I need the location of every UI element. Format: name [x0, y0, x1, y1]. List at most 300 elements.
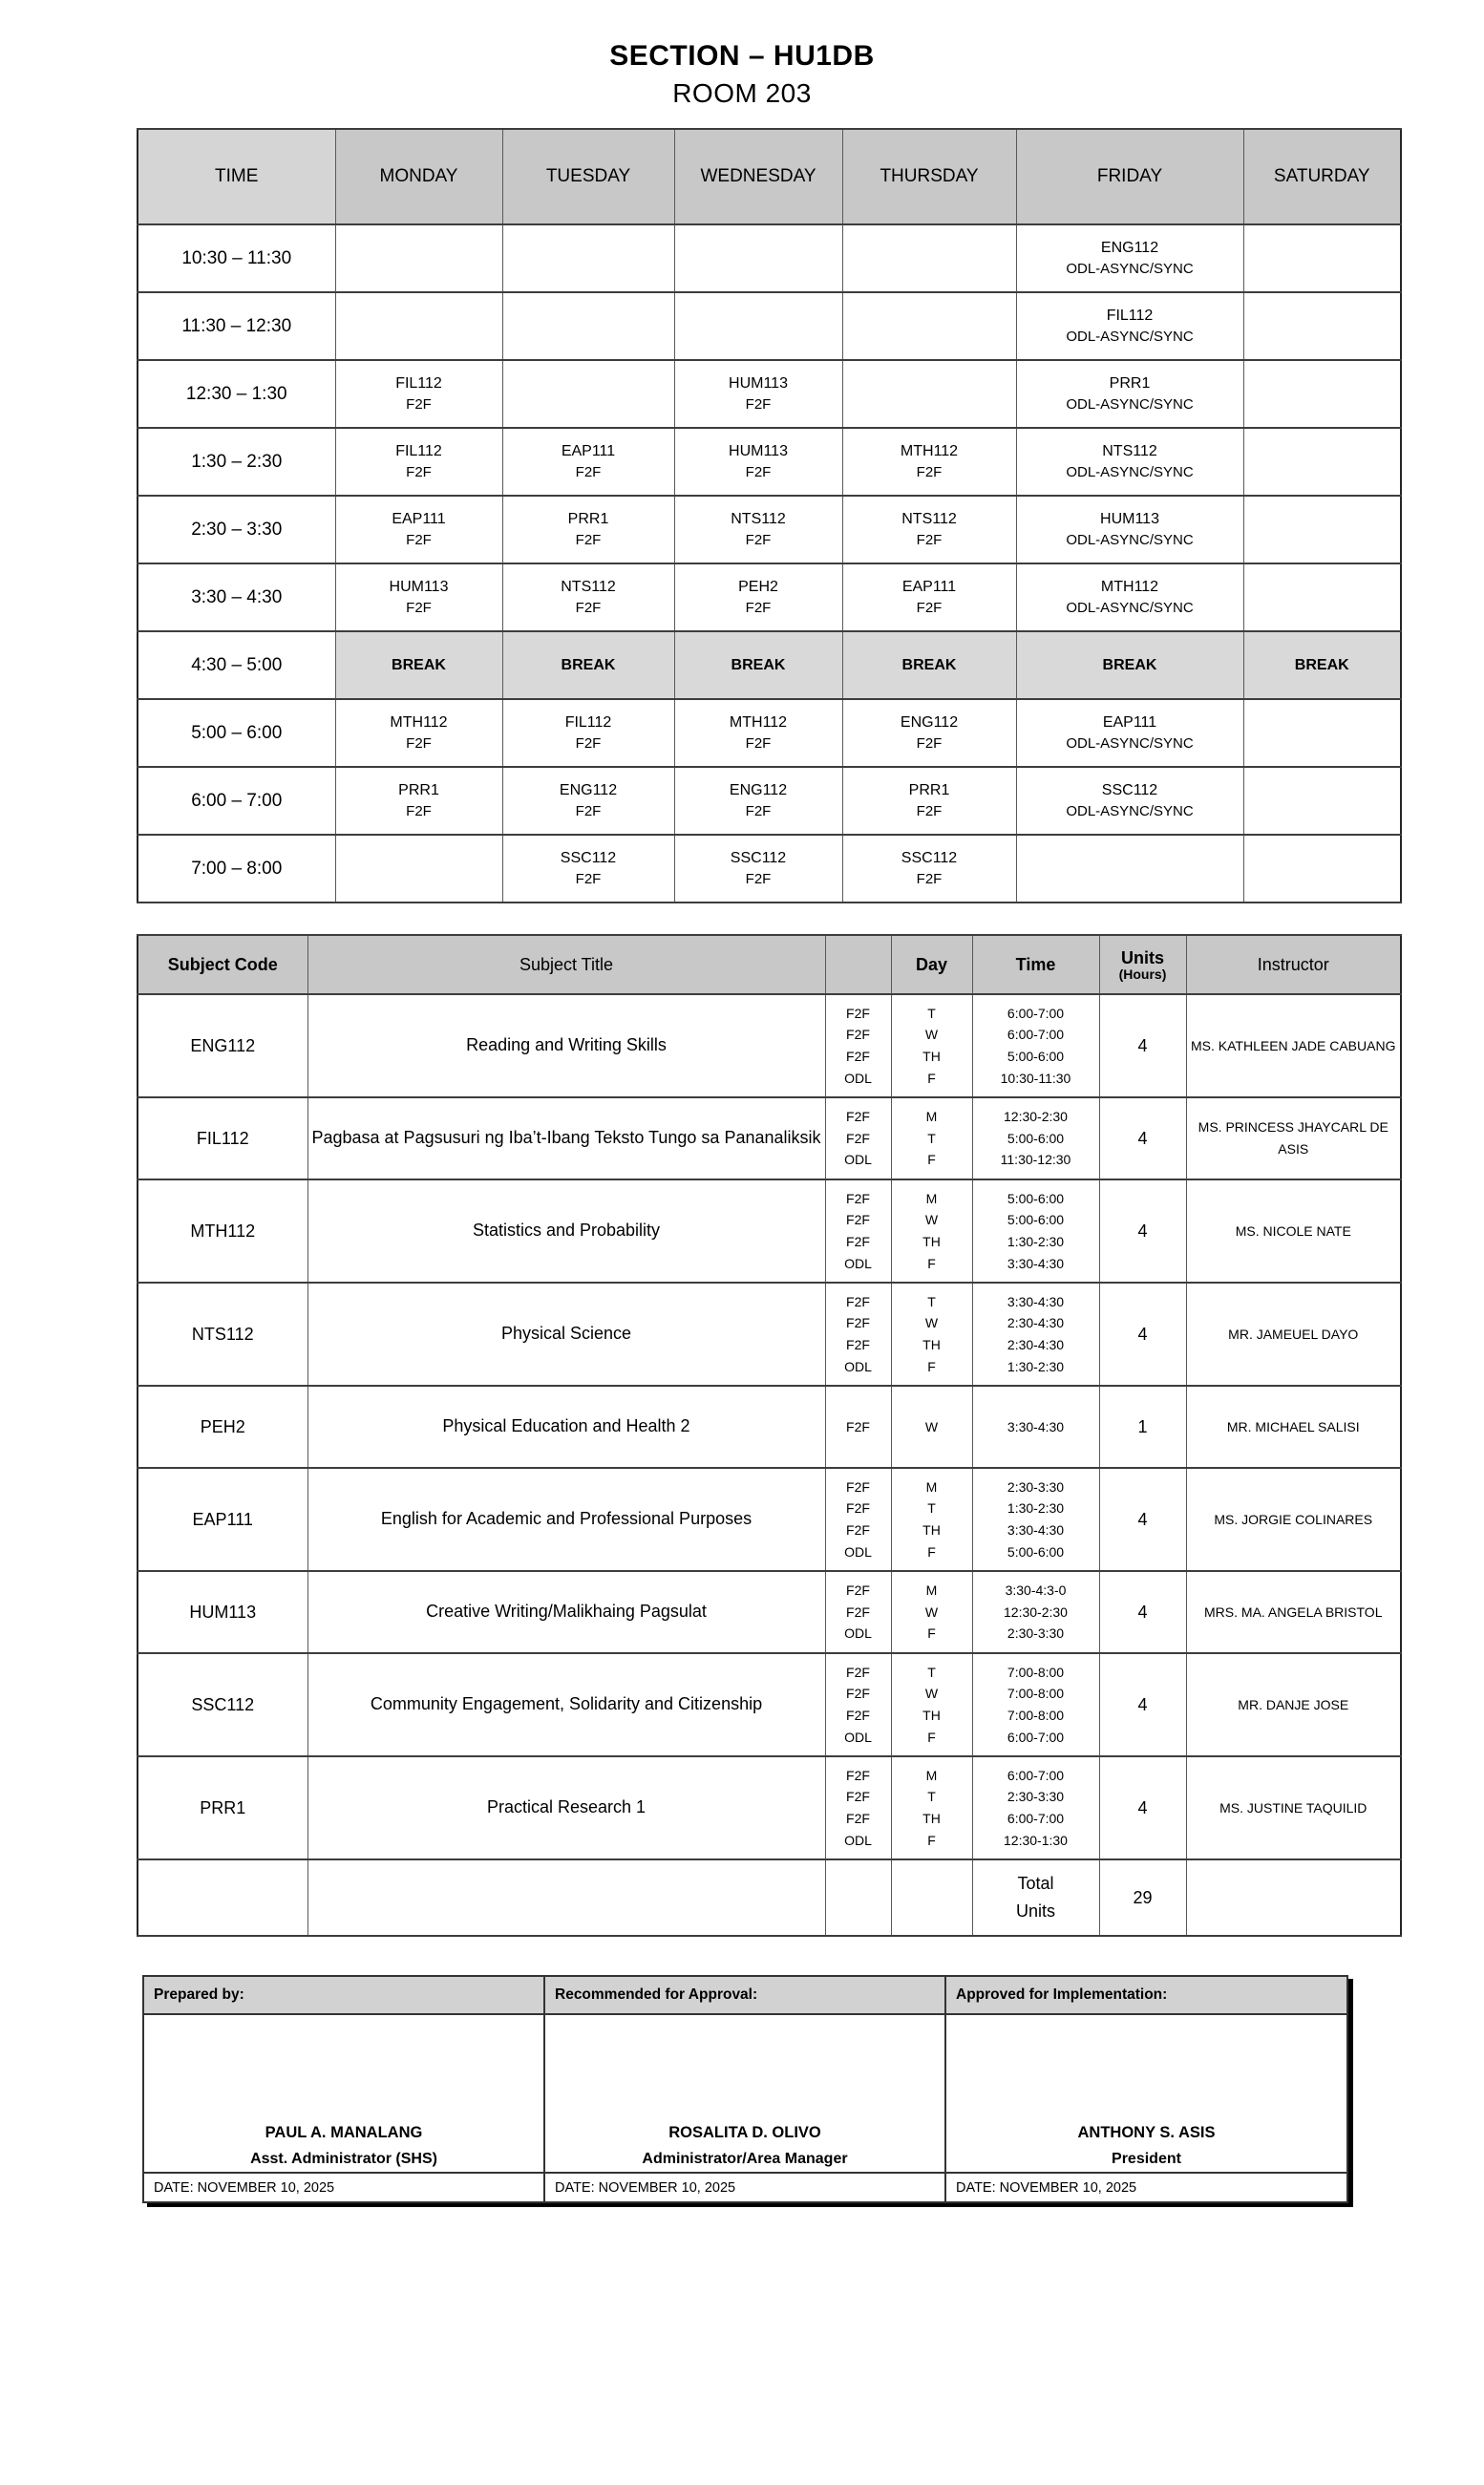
- approval-date: DATE: NOVEMBER 10, 2025: [544, 2173, 945, 2202]
- class-cell: [1243, 428, 1401, 496]
- day-line: W: [924, 1686, 939, 1702]
- class-cell: [335, 767, 502, 835]
- break-cell: BREAK: [502, 631, 674, 699]
- class-cell: [1243, 292, 1401, 360]
- class-cell: [674, 496, 842, 563]
- class-cell: [335, 292, 502, 360]
- subjects-header-day: Day: [891, 935, 972, 994]
- time-line: 5:00-6:00: [1007, 1130, 1065, 1146]
- class-cell: [1243, 563, 1401, 631]
- signatory-role: Administrator/Area Manager: [642, 2151, 848, 2168]
- mode-line: F2F: [846, 1315, 870, 1331]
- mode-line: F2F: [846, 1582, 870, 1598]
- break-cell: BREAK: [842, 631, 1016, 699]
- mode-line: F2F: [846, 1130, 870, 1146]
- class-cell: [842, 563, 1016, 631]
- time-line: 12:30-1:30: [1004, 1832, 1068, 1848]
- subject-code-cell: ENG112: [138, 994, 307, 1097]
- class-cell: [502, 563, 674, 631]
- subject-row: [138, 1386, 1401, 1468]
- class-code: NTS112: [901, 511, 957, 528]
- document-content: [137, 128, 1400, 2203]
- instructor-cell: MRS. MA. ANGELA BRISTOL: [1186, 1571, 1401, 1653]
- schedule-row: [138, 292, 1401, 360]
- weekly-schedule-table: [137, 128, 1402, 903]
- approval-header: Approved for Implementation:: [945, 1976, 1347, 2014]
- class-mode: F2F: [575, 871, 602, 888]
- class-cell: [335, 835, 502, 903]
- time-list-cell: [972, 1097, 1099, 1179]
- mode-list-cell: [825, 1756, 891, 1859]
- instructor-cell: MR. MICHAEL SALISI: [1186, 1386, 1401, 1468]
- approval-date: DATE: NOVEMBER 10, 2025: [143, 2173, 544, 2202]
- mode-line: F2F: [846, 1686, 870, 1702]
- class-code: HUM113: [389, 579, 449, 596]
- schedule-row: [138, 496, 1401, 563]
- class-cell: [502, 699, 674, 767]
- subject-row: [138, 1756, 1401, 1859]
- signature-cell: [143, 2014, 544, 2173]
- class-mode: F2F: [406, 464, 432, 481]
- schedule-day-header: FRIDAY: [1016, 129, 1243, 224]
- class-mode: F2F: [916, 464, 943, 481]
- mode-line: ODL: [844, 1358, 872, 1374]
- subject-code-cell: PRR1: [138, 1756, 307, 1859]
- class-cell: [335, 428, 502, 496]
- class-cell: [674, 292, 842, 360]
- class-code: MTH112: [729, 714, 788, 732]
- time-line: 5:00-6:00: [1007, 1212, 1065, 1228]
- signature-cell: [945, 2014, 1347, 2173]
- time-list-cell: [972, 1283, 1099, 1386]
- mode-line: F2F: [846, 1418, 870, 1434]
- class-mode: F2F: [916, 735, 943, 753]
- class-cell: [1016, 496, 1243, 563]
- break-cell: BREAK: [674, 631, 842, 699]
- time-line: 6:00-7:00: [1007, 1729, 1065, 1745]
- day-line: T: [927, 1789, 936, 1805]
- time-line: 5:00-6:00: [1007, 1190, 1065, 1206]
- class-mode: ODL-ASYNC/SYNC: [1066, 735, 1194, 753]
- instructor-cell: MS. JUSTINE TAQUILID: [1186, 1756, 1401, 1859]
- schedule-row: [138, 631, 1401, 699]
- schedule-row: [138, 563, 1401, 631]
- day-list-cell: [891, 1468, 972, 1571]
- class-code: HUM113: [729, 443, 788, 460]
- time-list-cell: [972, 1571, 1099, 1653]
- class-mode: F2F: [575, 464, 602, 481]
- schedule-day-header: THURSDAY: [842, 129, 1016, 224]
- units-cell: 4: [1099, 1283, 1186, 1386]
- class-cell: [1016, 563, 1243, 631]
- day-line: W: [924, 1315, 939, 1331]
- class-code: NTS112: [1102, 443, 1157, 460]
- class-cell: [674, 360, 842, 428]
- subject-title-cell: Physical Science: [307, 1283, 825, 1386]
- subject-row: [138, 1097, 1401, 1179]
- subject-title-cell: Community Engagement, Solidarity and Citizenship: [307, 1653, 825, 1756]
- schedule-row: [138, 767, 1401, 835]
- units-cell: 4: [1099, 1179, 1186, 1283]
- units-cell: 4: [1099, 994, 1186, 1097]
- mode-line: F2F: [846, 1708, 870, 1723]
- subject-title-cell: Statistics and Probability: [307, 1179, 825, 1283]
- day-line: TH: [922, 1522, 941, 1538]
- class-code: MTH112: [900, 443, 959, 460]
- class-mode: F2F: [406, 600, 432, 617]
- class-cell: [842, 360, 1016, 428]
- day-list-cell: [891, 1386, 972, 1468]
- day-line: TH: [922, 1337, 941, 1352]
- approval-header: Recommended for Approval:: [544, 1976, 945, 2014]
- class-cell: [335, 496, 502, 563]
- class-cell: [502, 767, 674, 835]
- class-cell: [842, 292, 1016, 360]
- class-cell: [335, 563, 502, 631]
- subject-title-cell: Practical Research 1: [307, 1756, 825, 1859]
- class-cell: [674, 835, 842, 903]
- signatory-role: President: [1112, 2151, 1181, 2168]
- total-units-row: [138, 1859, 1401, 1936]
- day-line: TH: [922, 1049, 941, 1064]
- total-units-value: 29: [1099, 1859, 1186, 1936]
- day-line: T: [927, 1130, 936, 1146]
- day-line: T: [927, 1500, 936, 1517]
- class-mode: ODL-ASYNC/SYNC: [1066, 464, 1194, 481]
- class-cell: [674, 767, 842, 835]
- time-slot-cell: 5:00 – 6:00: [138, 699, 335, 767]
- time-line: 2:30-3:30: [1007, 1789, 1065, 1805]
- approval-header-row: [143, 1976, 1347, 2014]
- time-line: 1:30-2:30: [1007, 1500, 1065, 1517]
- class-cell: [335, 224, 502, 292]
- mode-line: F2F: [846, 1664, 870, 1680]
- time-line: 3:30-4:30: [1007, 1522, 1065, 1538]
- subject-row: [138, 1283, 1401, 1386]
- day-line: F: [927, 1070, 936, 1086]
- time-slot-cell: 10:30 – 11:30: [138, 224, 335, 292]
- class-cell: [674, 563, 842, 631]
- mode-line: ODL: [844, 1543, 872, 1560]
- signatory-name: ANTHONY S. ASIS: [1077, 2123, 1216, 2141]
- mode-line: F2F: [846, 1811, 870, 1826]
- class-cell: [1243, 835, 1401, 903]
- class-cell: [502, 428, 674, 496]
- subject-code-cell: FIL112: [138, 1097, 307, 1179]
- approval-signature-row: [143, 2014, 1347, 2173]
- subject-row: [138, 1571, 1401, 1653]
- day-list-cell: [891, 1571, 972, 1653]
- day-line: F: [927, 1358, 936, 1374]
- mode-list-cell: [825, 1571, 891, 1653]
- mode-line: ODL: [844, 1832, 872, 1848]
- mode-line: ODL: [844, 1070, 872, 1086]
- time-line: 5:00-6:00: [1007, 1543, 1065, 1560]
- subjects-header-instructor: Instructor: [1186, 935, 1401, 994]
- approval-date-row: [143, 2173, 1347, 2202]
- section-title: SECTION – HU1DB: [609, 40, 875, 72]
- class-cell: [1243, 699, 1401, 767]
- time-line: 11:30-12:30: [1000, 1152, 1071, 1168]
- class-schedule-document: [0, 40, 1484, 2485]
- time-slot-cell: 7:00 – 8:00: [138, 835, 335, 903]
- class-mode: ODL-ASYNC/SYNC: [1066, 396, 1194, 414]
- subjects-header-units: Units (Hours): [1099, 935, 1186, 994]
- class-code: FIL112: [395, 443, 442, 460]
- time-list-cell: [972, 1386, 1099, 1468]
- day-line: F: [927, 1543, 936, 1560]
- class-mode: F2F: [745, 464, 772, 481]
- signatory-role: Asst. Administrator (SHS): [250, 2151, 437, 2168]
- room-number: ROOM 203: [672, 78, 812, 108]
- class-code: SSC112: [901, 850, 958, 867]
- mode-list-cell: [825, 1653, 891, 1756]
- class-mode: F2F: [745, 600, 772, 617]
- time-line: 12:30-2:30: [1004, 1604, 1068, 1620]
- class-code: EAP111: [561, 443, 616, 460]
- class-cell: [335, 360, 502, 428]
- class-code: EAP111: [901, 579, 957, 596]
- day-line: M: [925, 1767, 938, 1783]
- class-mode: F2F: [916, 600, 943, 617]
- day-line: W: [924, 1418, 939, 1434]
- time-column-header: TIME: [138, 129, 335, 224]
- total-units-label-text: Total Units: [1015, 1874, 1055, 1921]
- class-cell: [674, 699, 842, 767]
- subjects-header-units-hours: (Hours): [1118, 966, 1167, 982]
- day-line: T: [927, 1293, 936, 1309]
- instructor-cell: MS. JORGIE COLINARES: [1186, 1468, 1401, 1571]
- day-line: TH: [922, 1708, 941, 1723]
- class-cell: [1016, 428, 1243, 496]
- mode-line: F2F: [846, 1027, 870, 1043]
- subjects-header-code: Subject Code: [138, 935, 307, 994]
- time-line: 7:00-8:00: [1007, 1686, 1065, 1702]
- day-line: F: [927, 1152, 936, 1168]
- class-cell: [502, 224, 674, 292]
- subjects-header-row: [138, 935, 1401, 994]
- class-cell: [842, 835, 1016, 903]
- class-cell: [674, 224, 842, 292]
- mode-line: ODL: [844, 1255, 872, 1271]
- class-mode: ODL-ASYNC/SYNC: [1066, 261, 1194, 278]
- time-slot-cell: 2:30 – 3:30: [138, 496, 335, 563]
- class-mode: F2F: [406, 532, 432, 549]
- mode-line: ODL: [844, 1729, 872, 1745]
- units-cell: 4: [1099, 1756, 1186, 1859]
- class-mode: ODL-ASYNC/SYNC: [1066, 532, 1194, 549]
- class-code: MTH112: [390, 714, 448, 732]
- approval-body: [143, 1976, 1347, 2202]
- schedule-day-header: SATURDAY: [1243, 129, 1401, 224]
- class-mode: F2F: [575, 803, 602, 820]
- day-list-cell: [891, 1756, 972, 1859]
- units-cell: 4: [1099, 1468, 1186, 1571]
- units-cell: 4: [1099, 1097, 1186, 1179]
- class-code: HUM113: [1100, 511, 1159, 528]
- mode-list-cell: [825, 1283, 891, 1386]
- time-line: 3:30-4:30: [1007, 1418, 1065, 1434]
- schedule-day-header: MONDAY: [335, 129, 502, 224]
- empty-cell: [138, 1859, 307, 1936]
- day-line: T: [927, 1005, 936, 1021]
- day-list-cell: [891, 1283, 972, 1386]
- time-list-cell: [972, 1756, 1099, 1859]
- class-cell: [1016, 767, 1243, 835]
- time-line: 6:00-7:00: [1007, 1767, 1065, 1783]
- day-list-cell: [891, 1653, 972, 1756]
- time-line: 2:30-3:30: [1007, 1478, 1065, 1495]
- class-code: MTH112: [1100, 579, 1159, 596]
- subject-row: [138, 1468, 1401, 1571]
- time-line: 2:30-3:30: [1007, 1625, 1065, 1642]
- time-line: 6:00-7:00: [1007, 1027, 1065, 1043]
- time-line: 7:00-8:00: [1007, 1708, 1065, 1723]
- class-code: PRR1: [567, 511, 609, 528]
- class-code: ENG112: [900, 714, 959, 732]
- day-line: M: [925, 1108, 938, 1124]
- class-mode: F2F: [916, 532, 943, 549]
- class-mode: F2F: [406, 735, 432, 753]
- day-line: F: [927, 1832, 936, 1848]
- subject-code-cell: EAP111: [138, 1468, 307, 1571]
- day-line: TH: [922, 1234, 941, 1249]
- class-cell: [1016, 224, 1243, 292]
- class-cell: [1243, 767, 1401, 835]
- mode-list-cell: [825, 994, 891, 1097]
- class-code: FIL112: [564, 714, 612, 732]
- mode-line: F2F: [846, 1478, 870, 1495]
- time-line: 3:30-4:30: [1007, 1293, 1065, 1309]
- empty-cell: [891, 1859, 972, 1936]
- mode-line: F2F: [846, 1789, 870, 1805]
- time-line: 1:30-2:30: [1007, 1358, 1065, 1374]
- subjects-body: [138, 994, 1401, 1936]
- subject-code-cell: SSC112: [138, 1653, 307, 1756]
- mode-line: F2F: [846, 1190, 870, 1206]
- subject-row: [138, 994, 1401, 1097]
- class-code: SSC112: [1101, 782, 1158, 799]
- mode-list-cell: [825, 1386, 891, 1468]
- class-mode: F2F: [745, 532, 772, 549]
- subject-code-cell: HUM113: [138, 1571, 307, 1653]
- mode-line: F2F: [846, 1522, 870, 1538]
- break-cell: BREAK: [335, 631, 502, 699]
- day-line: F: [927, 1625, 936, 1642]
- time-list-cell: [972, 1468, 1099, 1571]
- break-cell: BREAK: [1016, 631, 1243, 699]
- class-cell: [502, 292, 674, 360]
- break-cell: BREAK: [1243, 631, 1401, 699]
- mode-line: F2F: [846, 1108, 870, 1124]
- mode-line: F2F: [846, 1293, 870, 1309]
- time-line: 7:00-8:00: [1007, 1664, 1065, 1680]
- class-mode: ODL-ASYNC/SYNC: [1066, 803, 1194, 820]
- day-list-cell: [891, 1097, 972, 1179]
- units-cell: 1: [1099, 1386, 1186, 1468]
- subject-title-cell: Pagbasa at Pagsusuri ng Iba’t-Ibang Teksto Tungo sa Pananaliksik: [307, 1097, 825, 1179]
- approval-section: [142, 1975, 1348, 2203]
- class-cell: [502, 835, 674, 903]
- day-line: TH: [922, 1811, 941, 1826]
- approval-header: Prepared by:: [143, 1976, 544, 2014]
- mode-list-cell: [825, 1097, 891, 1179]
- mode-line: F2F: [846, 1500, 870, 1517]
- subject-code-cell: PEH2: [138, 1386, 307, 1468]
- class-cell: [1016, 699, 1243, 767]
- subjects-header-time: Time: [972, 935, 1099, 994]
- class-code: EAP111: [1102, 714, 1157, 732]
- class-cell: [842, 496, 1016, 563]
- schedule-day-header: TUESDAY: [502, 129, 674, 224]
- subjects-table: [137, 934, 1402, 1937]
- mode-line: F2F: [846, 1604, 870, 1620]
- day-line: W: [924, 1027, 939, 1043]
- class-mode: F2F: [745, 735, 772, 753]
- class-code: FIL112: [395, 375, 442, 393]
- class-cell: [842, 767, 1016, 835]
- class-cell: [1016, 835, 1243, 903]
- class-cell: [842, 699, 1016, 767]
- subjects-header-mode: [825, 935, 891, 994]
- class-mode: ODL-ASYNC/SYNC: [1066, 600, 1194, 617]
- time-line: 2:30-4:30: [1007, 1337, 1065, 1352]
- time-slot-cell: 1:30 – 2:30: [138, 428, 335, 496]
- day-list-cell: [891, 1179, 972, 1283]
- subject-code-cell: NTS112: [138, 1283, 307, 1386]
- day-line: F: [927, 1255, 936, 1271]
- subject-row: [138, 1179, 1401, 1283]
- time-line: 2:30-4:30: [1007, 1315, 1065, 1331]
- class-cell: [842, 224, 1016, 292]
- signatory-name: PAUL A. MANALANG: [265, 2123, 423, 2141]
- class-cell: [1243, 360, 1401, 428]
- time-line: 3:30-4:30: [1007, 1255, 1065, 1271]
- class-cell: [502, 360, 674, 428]
- subject-row: [138, 1653, 1401, 1756]
- class-mode: F2F: [406, 396, 432, 414]
- day-line: T: [927, 1664, 936, 1680]
- time-list-cell: [972, 1179, 1099, 1283]
- time-line: 6:00-7:00: [1007, 1005, 1065, 1021]
- class-code: PRR1: [1109, 375, 1151, 393]
- day-line: F: [927, 1729, 936, 1745]
- day-line: W: [924, 1212, 939, 1228]
- mode-line: F2F: [846, 1005, 870, 1021]
- mode-line: F2F: [846, 1337, 870, 1352]
- class-code: FIL112: [1106, 308, 1154, 325]
- class-cell: [674, 428, 842, 496]
- class-code: PRR1: [908, 782, 950, 799]
- class-code: PRR1: [398, 782, 439, 799]
- time-line: 10:30-11:30: [1000, 1070, 1071, 1086]
- day-list-cell: [891, 994, 972, 1097]
- instructor-cell: MS. PRINCESS JHAYCARL DE ASIS: [1186, 1097, 1401, 1179]
- time-slot-cell: 4:30 – 5:00: [138, 631, 335, 699]
- time-list-cell: [972, 1653, 1099, 1756]
- time-line: 6:00-7:00: [1007, 1811, 1065, 1826]
- schedule-day-header: WEDNESDAY: [674, 129, 842, 224]
- class-cell: [842, 428, 1016, 496]
- schedule-row: [138, 360, 1401, 428]
- day-line: M: [925, 1478, 938, 1495]
- class-code: HUM113: [729, 375, 788, 393]
- time-list-cell: [972, 994, 1099, 1097]
- units-cell: 4: [1099, 1653, 1186, 1756]
- mode-line: F2F: [846, 1212, 870, 1228]
- class-mode: F2F: [575, 532, 602, 549]
- subject-code-cell: MTH112: [138, 1179, 307, 1283]
